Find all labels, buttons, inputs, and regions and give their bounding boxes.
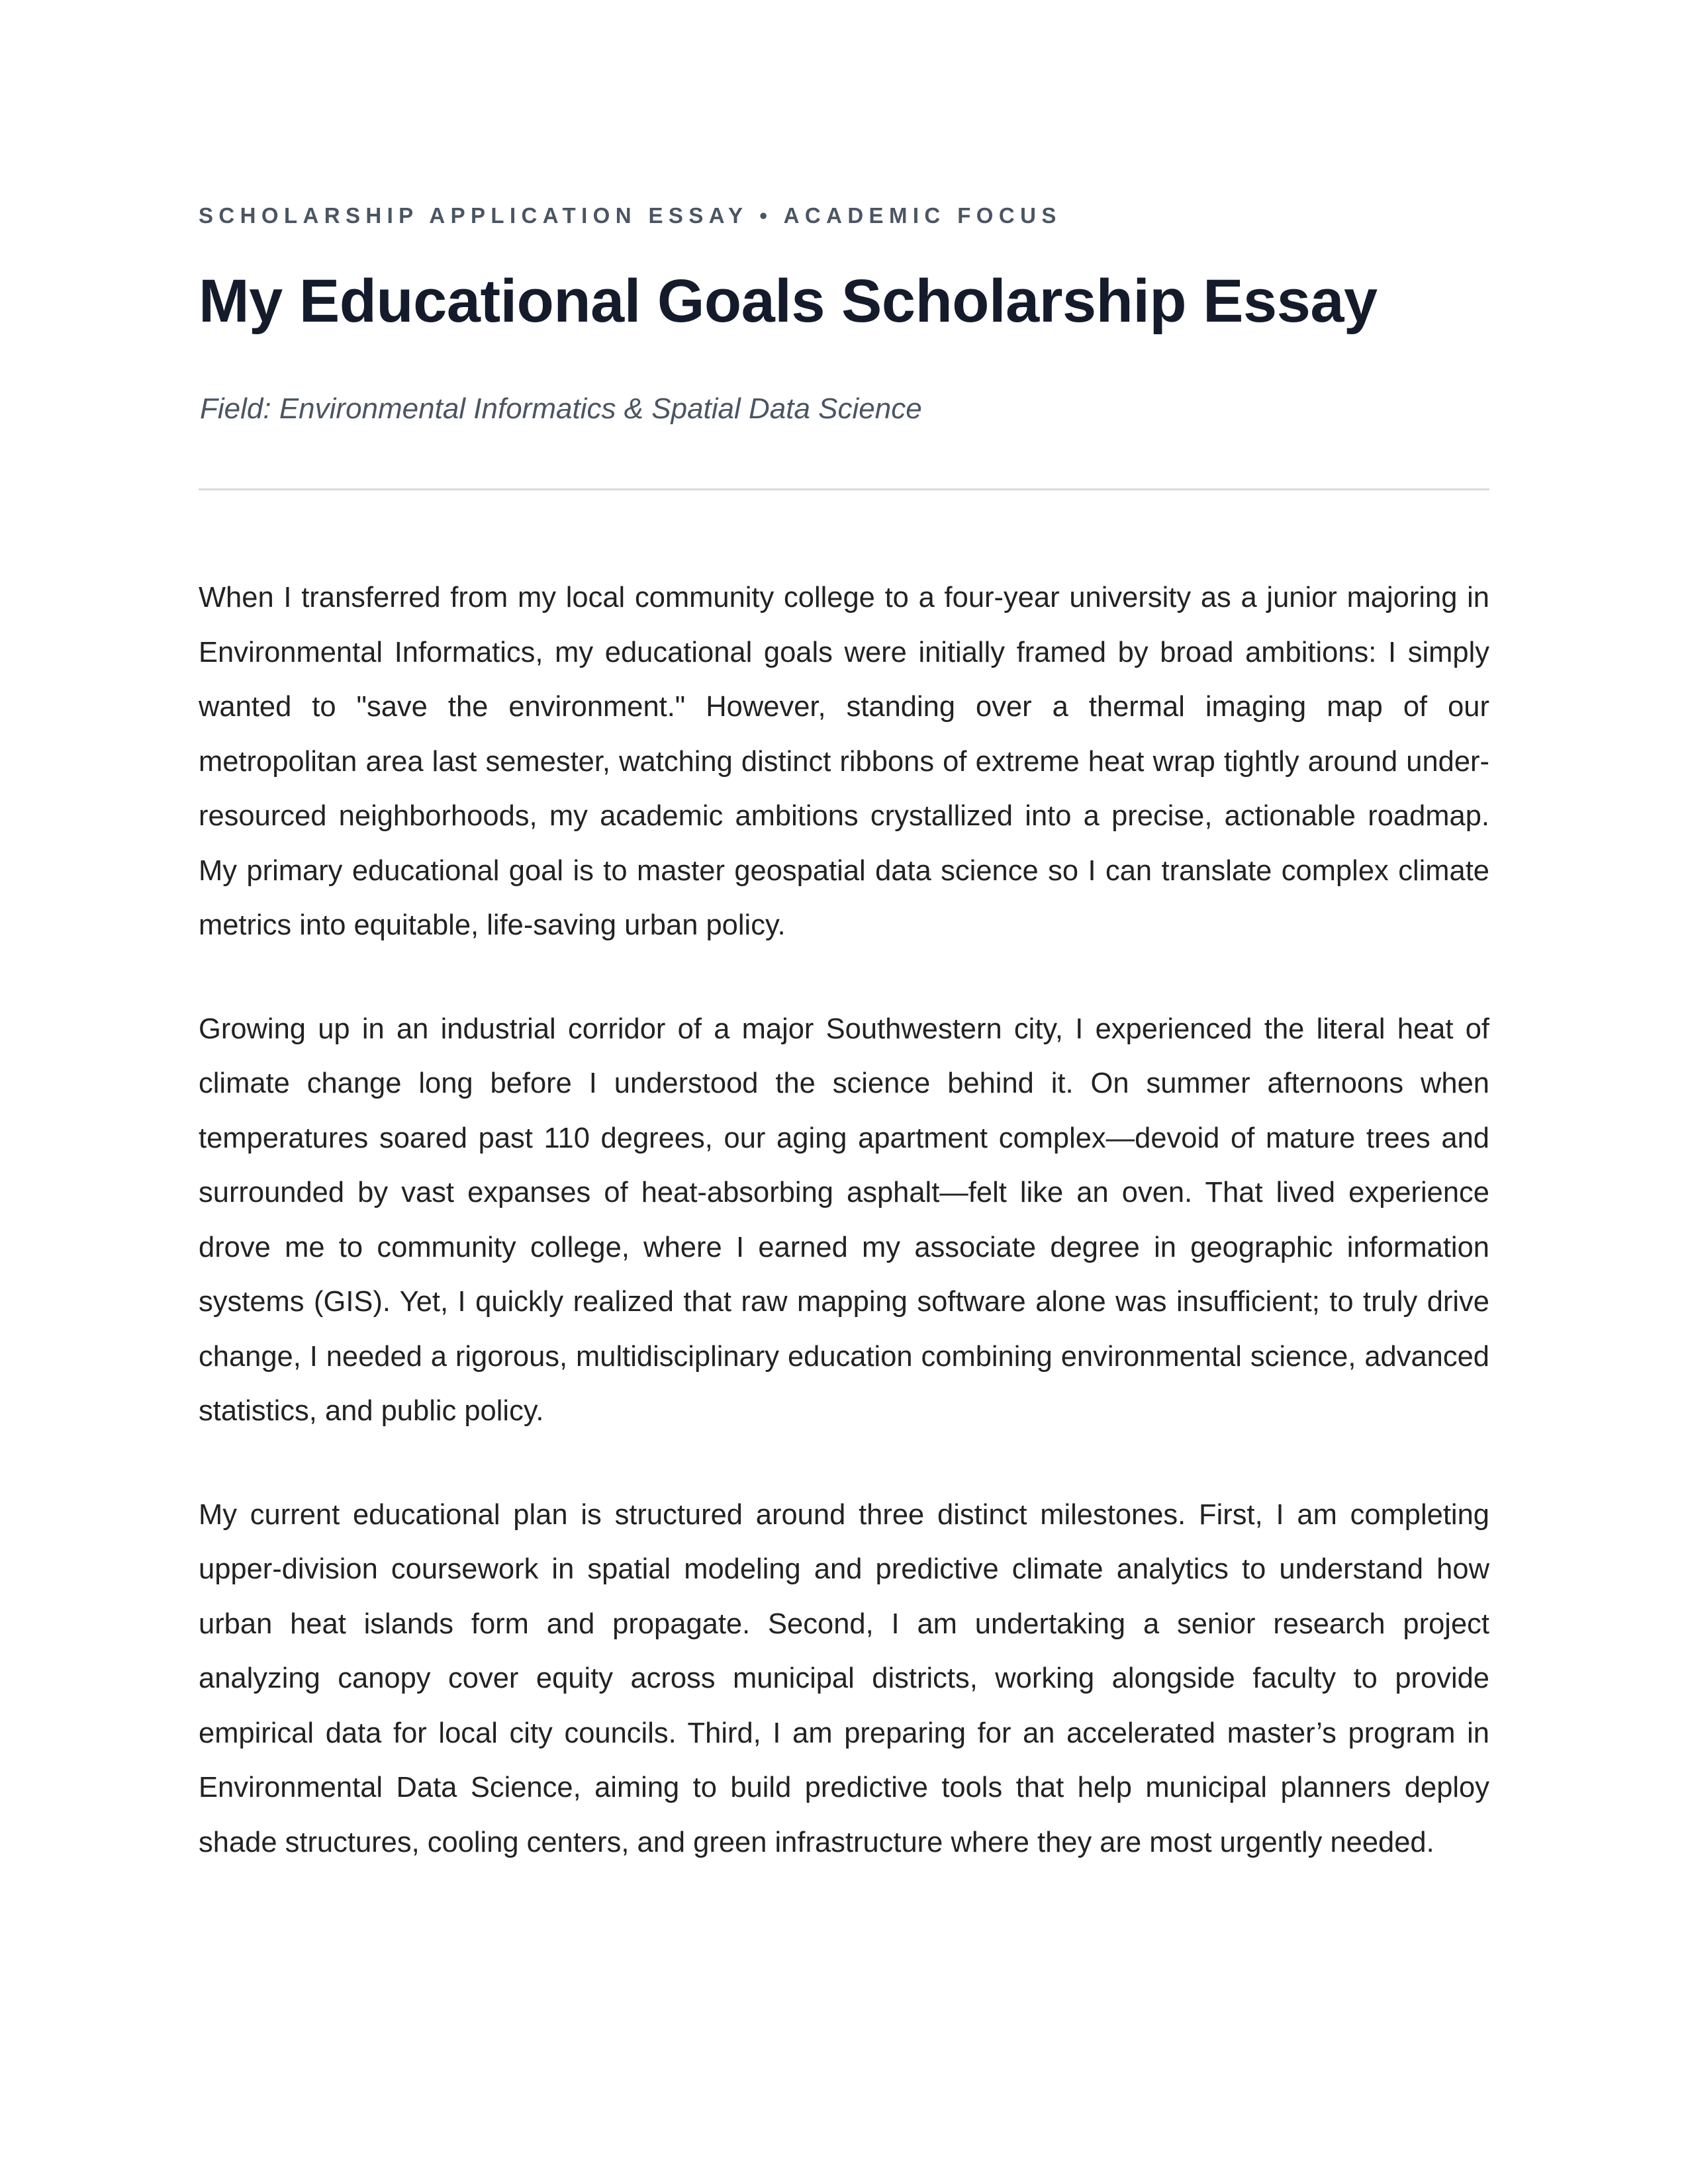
essay-paragraph-1: When I transferred from my local community college to a four-year university as a junior majoring in Environmental Informatics, my educational goals were initially framed by broad ambitions: I simply wanted to "save the environment." However, standing over a thermal imaging map of our metropolitan area last semester, watching distinct ribbons of extreme heat wrap tightly around under-resourced neighborhoods, my academic ambitions crystallized into a precise, actionable roadmap. My primary educational goal is to master geospatial data science so I can translate complex climate metrics into equitable, life-saving urban policy.	[199, 582, 1489, 941]
essay-field-subtitle: Field: Environmental Informatics & Spatial Data Science	[200, 392, 922, 425]
essay-paragraph-3: My current educational plan is structured around three distinct milestones. First, I am completing upper-division coursework in spatial modeling and predictive climate analytics to understand how urban heat islands form and propagate. Second, I am undertaking a senior research project analyzing canopy cover equity across municipal districts, working alongside faculty to provide empirical data for local city councils. Third, I am preparing for an accelerated master’s program in Environmental Data Science, aiming to build predictive tools that help municipal planners deploy shade structures, cooling centers, and green infrastructure where they are most urgently needed.	[199, 1498, 1489, 1858]
essay-category-label: SCHOLARSHIP APPLICATION ESSAY • ACADEMIC FOCUS	[199, 203, 1062, 228]
header-divider	[199, 488, 1489, 490]
essay-body	[199, 570, 1489, 1919]
essay-title: My Educational Goals Scholarship Essay	[199, 267, 1378, 335]
essay-paragraph-2: Growing up in an industrial corridor of a major Southwestern city, I experienced the literal heat of climate change long before I understood the science behind it. On summer afternoons when temperatures soared past 110 degrees, our aging apartment complex—devoid of mature trees and surrounded by vast expanses of heat-absorbing asphalt—felt like an oven. That lived experience drove me to community college, where I earned my associate degree in geographic information systems (GIS). Yet, I quickly realized that raw mapping software alone was insufficient; to truly drive change, I needed a rigorous, multidisciplinary education combining environmental science, advanced statistics, and public policy.	[199, 1013, 1489, 1427]
